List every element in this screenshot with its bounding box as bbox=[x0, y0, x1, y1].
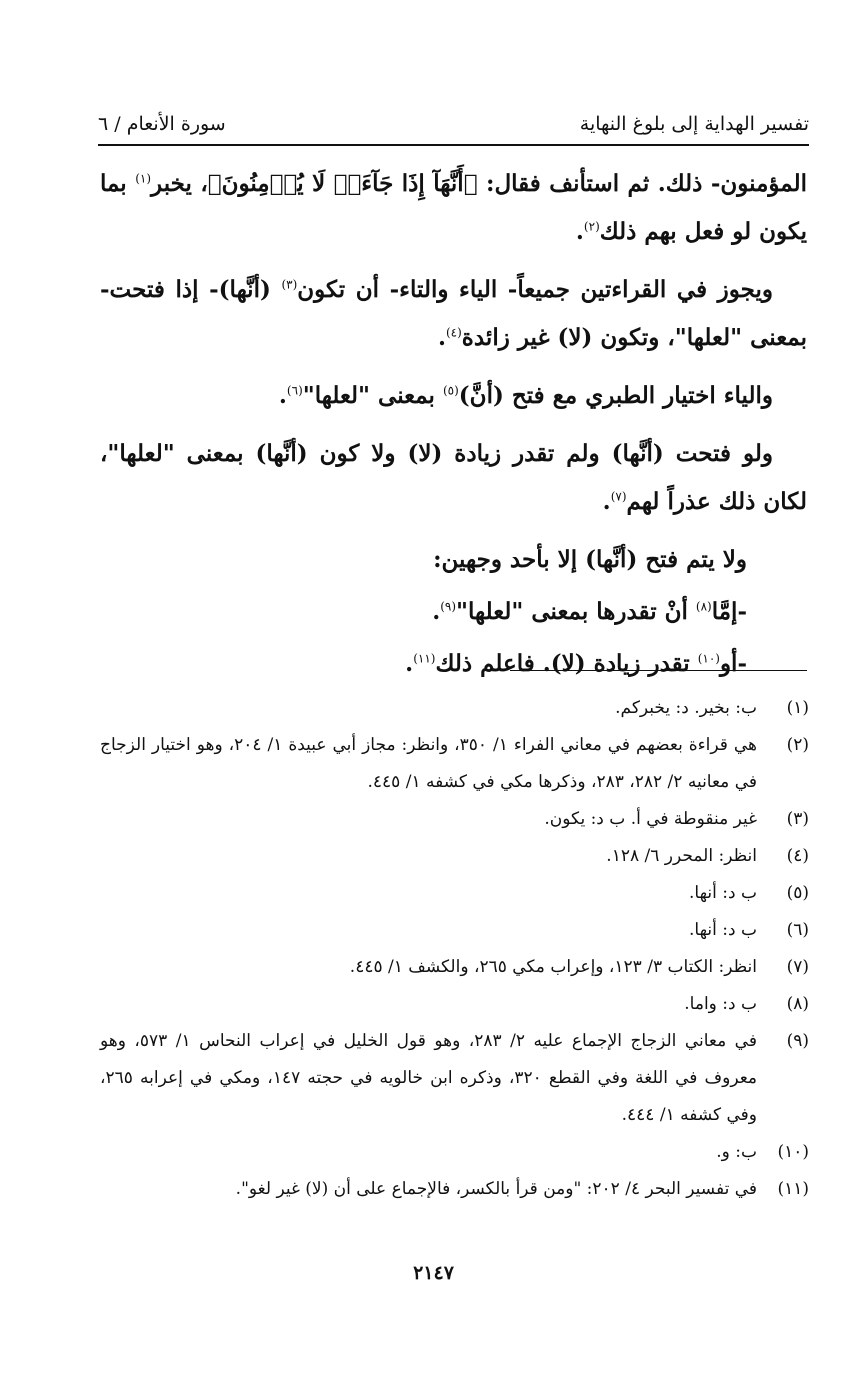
footnote bbox=[100, 912, 809, 949]
header-rule bbox=[98, 144, 809, 146]
footnote-text: في معاني الزجاج الإجماع عليه ٢/ ٢٨٣، وهو قول الخليل في إعراب النحاس ١/ ٥٧٣، وهو معروف في اللغة وفي القطع ٣٢٠، وذكره ابن خالويه في حجته ١٤٧، ومكي في إعرابه ٢٦٥، وفي كشفه ١/ ٤٤٤. bbox=[100, 1031, 758, 1125]
footnote-ref-3: (٣) bbox=[281, 277, 298, 292]
footnote-ref-2: (٢) bbox=[583, 219, 600, 234]
paragraph-1 bbox=[100, 160, 807, 256]
paragraph-2 bbox=[100, 266, 807, 362]
paragraph-7-text-a: -أو bbox=[719, 650, 747, 677]
paragraph-2-text-b: (أنَّها)- إذا فتحت- بمعنى "لعلها"، وتكون (لا) غير زائدة bbox=[100, 276, 807, 351]
paragraph-7 bbox=[100, 640, 807, 688]
paragraph-7-text-b: تقدر زيادة (لا). فاعلم ذلك bbox=[435, 650, 698, 677]
paragraph-4-text-c: . bbox=[602, 488, 611, 515]
footnote-ref-9: (٩) bbox=[440, 599, 457, 614]
paragraph-6 bbox=[100, 588, 807, 636]
paragraph-2-text-c: . bbox=[437, 324, 446, 351]
footnote-number: (١) bbox=[786, 698, 809, 718]
footnote-number: (٢) bbox=[786, 735, 809, 755]
footnote-ref-6: (٦) bbox=[286, 383, 303, 398]
footnote-text: هي قراءة بعضهم في معاني الفراء ١/ ٣٥٠، وانظر: مجاز أبي عبيدة ١/ ٢٠٤، وهو اختيار الزجاج في معانيه ٢/ ٢٨٢، ٢٨٣، وذكرها مكي في كشفه ١/ ٤٤٥. bbox=[100, 735, 757, 792]
footnote-text: ب د: أنها. bbox=[689, 883, 757, 903]
footnote-ref-7: (٧) bbox=[610, 489, 627, 504]
paragraph-3-text-c: . bbox=[278, 382, 287, 409]
paragraph-1-text-b: بما يكون لو فعل بهم ذلك bbox=[100, 170, 807, 245]
footnote bbox=[100, 1171, 809, 1208]
footnote-text: في تفسير البحر ٤/ ٢٠٢: "ومن قرأ بالكسر، فالإجماع على أن (لا) غير لغو". bbox=[235, 1179, 757, 1199]
footnote-text: انظر: المحرر ٦/ ١٢٨. bbox=[606, 846, 757, 866]
footnote-number: (٣) bbox=[786, 809, 809, 829]
footnote bbox=[100, 1134, 809, 1171]
paragraph-6-text-c: . bbox=[432, 598, 441, 625]
footnote-ref-1: (١) bbox=[135, 171, 152, 186]
footnote bbox=[100, 949, 809, 986]
footnote bbox=[100, 875, 809, 912]
footnote bbox=[100, 838, 809, 875]
footnote-ref-10: (١٠) bbox=[697, 651, 720, 666]
paragraph-6-text-a: -إمَّا bbox=[711, 598, 747, 625]
main-text bbox=[100, 160, 807, 692]
footnote bbox=[100, 690, 809, 727]
paragraph-1-text-c: . bbox=[575, 218, 584, 245]
paragraph-3 bbox=[100, 372, 807, 420]
footnote-ref-8: (٨) bbox=[695, 599, 712, 614]
footnote bbox=[100, 1023, 809, 1134]
footnote-ref-5: (٥) bbox=[442, 383, 459, 398]
footnote-text: ب د: أنها. bbox=[689, 920, 757, 940]
paragraph-1-text-a: المؤمنون- ذلك. ثم استأنف فقال: ﴿أَنَّهَآ إِذَا جَآءَتۡ لَا يُؤۡمِنُونَ﴾، يخبر bbox=[151, 170, 807, 197]
footnote-number: (٥) bbox=[786, 883, 809, 903]
footnote-ref-11: (١١) bbox=[413, 651, 436, 666]
footnote bbox=[100, 986, 809, 1023]
surah-label: سورة الأنعام / ٦ bbox=[98, 113, 226, 135]
footnote-separator bbox=[510, 670, 807, 671]
running-header bbox=[98, 104, 809, 144]
paragraph-2-text-a: ويجوز في القراءتين جميعاً- الياء والتاء- أن تكون bbox=[297, 276, 774, 303]
paragraph-4-text-a: ولو فتحت (أنَّها) ولم تقدر زيادة (لا) ولا كون (أنَّها) بمعنى "لعلها"، لكان ذلك عذراً لهم bbox=[100, 440, 807, 515]
paragraph-7-text-c: . bbox=[405, 650, 414, 677]
paragraph-4 bbox=[100, 430, 807, 526]
footnote bbox=[100, 727, 809, 801]
paragraph-3-text-a: والياء اختيار الطبري مع فتح (أنَّ) bbox=[458, 382, 773, 409]
footnote-number: (٩) bbox=[786, 1031, 809, 1051]
paragraph-6-text-b: أنْ تقدرها بمعنى "لعلها" bbox=[456, 598, 696, 625]
page-number: ٢١٤٧ bbox=[413, 1262, 454, 1284]
footnote bbox=[100, 801, 809, 838]
footnote-text: ب: و. bbox=[716, 1142, 757, 1162]
footnote-number: (٧) bbox=[786, 957, 809, 977]
footnotes bbox=[100, 690, 809, 1208]
paragraph-5-text: ولا يتم فتح (أنَّها) إلا بأحد وجهين: bbox=[433, 546, 747, 573]
paragraph-3-text-b: بمعنى "لعلها" bbox=[302, 382, 443, 409]
footnote-text: انظر: الكتاب ٣/ ١٢٣، وإعراب مكي ٢٦٥، والكشف ١/ ٤٤٥. bbox=[349, 957, 757, 977]
footnote-number: (٦) bbox=[786, 920, 809, 940]
paragraph-5 bbox=[100, 536, 807, 584]
footnote-ref-4: (٤) bbox=[445, 325, 462, 340]
footnote-text: ب: بخير. د: يخبركم. bbox=[615, 698, 757, 718]
footnote-number: (١٠) bbox=[777, 1142, 809, 1162]
footnote-text: غير منقوطة في أ. ب د: يكون. bbox=[544, 809, 757, 829]
book-title: تفسير الهداية إلى بلوغ النهاية bbox=[579, 113, 809, 135]
footnote-number: (٤) bbox=[786, 846, 809, 866]
footnote-number: (١١) bbox=[777, 1179, 809, 1199]
footnote-text: ب د: واما. bbox=[684, 994, 757, 1014]
footnote-number: (٨) bbox=[786, 994, 809, 1014]
